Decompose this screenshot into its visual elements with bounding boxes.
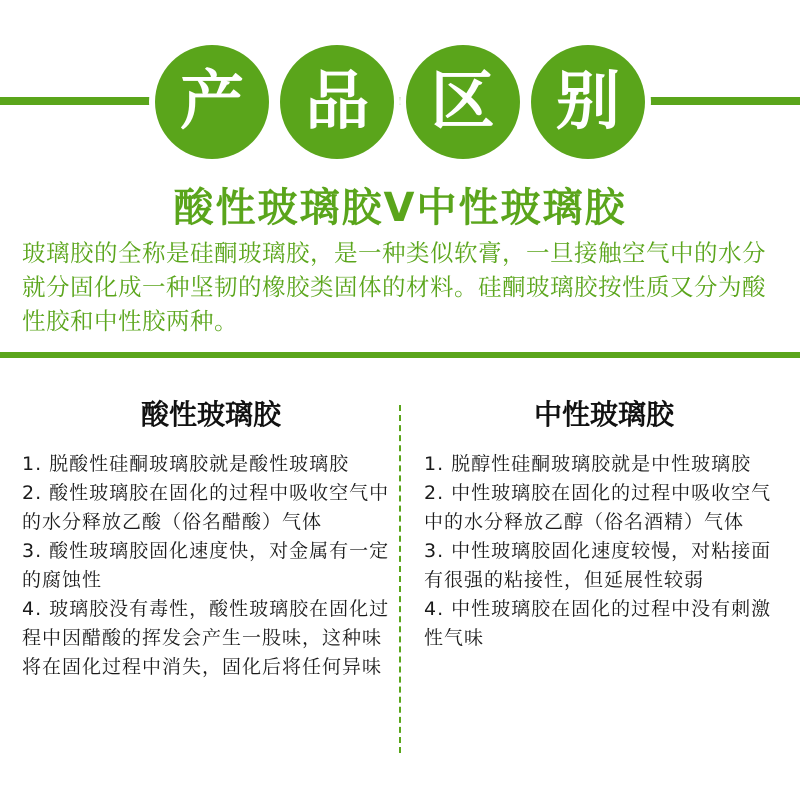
neutral-title: 中性玻璃胶 [533,398,674,431]
acidic-title: 酸性玻璃胶 [140,398,281,431]
list-item: 3. 中性玻璃胶固化速度较慢，对粘接面有很强的粘接性，但延展性较弱 [424,540,772,591]
list-item: 4. 玻璃胶没有毒性，酸性玻璃胶在固化过程中因醋酸的挥发会产生一股味，这种味将在固化过程中消失，固化后将任何异味 [22,598,390,678]
header-char-1: 产 [155,45,269,159]
list-item: 3. 酸性玻璃胶固化速度快，对金属有一定的腐蚀性 [22,540,390,591]
intro-paragraph: 玻璃胶的全称是硅酮玻璃胶，是一种类似软膏，一旦接触空气中的水分就分固化成一种坚韧的橡胶类固体的材料。硅酮玻璃胶按性质又分为酸性胶和中性胶两种。 [22,239,766,335]
acidic-list [22,450,394,682]
list-item: 1. 脱酸性硅酮玻璃胶就是酸性玻璃胶 [22,453,350,475]
neutral-list [424,450,784,653]
header-char-3: 区 [406,45,520,159]
header-char-2: 品 [280,45,394,159]
section-rule [0,352,800,358]
neutral-column [424,392,784,653]
header-char-4: 别 [531,45,645,159]
list-item: 2. 酸性玻璃胶在固化的过程中吸收空气中的水分释放乙酸（俗名醋酸）气体 [22,482,390,533]
list-item: 2. 中性玻璃胶在固化的过程中吸收空气中的水分释放乙醇（俗名酒精）气体 [424,482,772,533]
list-item: 1. 脱醇性硅酮玻璃胶就是中性玻璃胶 [424,453,752,475]
header-title [155,38,645,166]
list-item: 4. 中性玻璃胶在固化的过程中没有刺激性气味 [424,598,772,649]
column-divider [399,405,401,753]
acidic-column [22,392,394,682]
subtitle: 酸性玻璃胶V中性玻璃胶 [173,185,627,231]
